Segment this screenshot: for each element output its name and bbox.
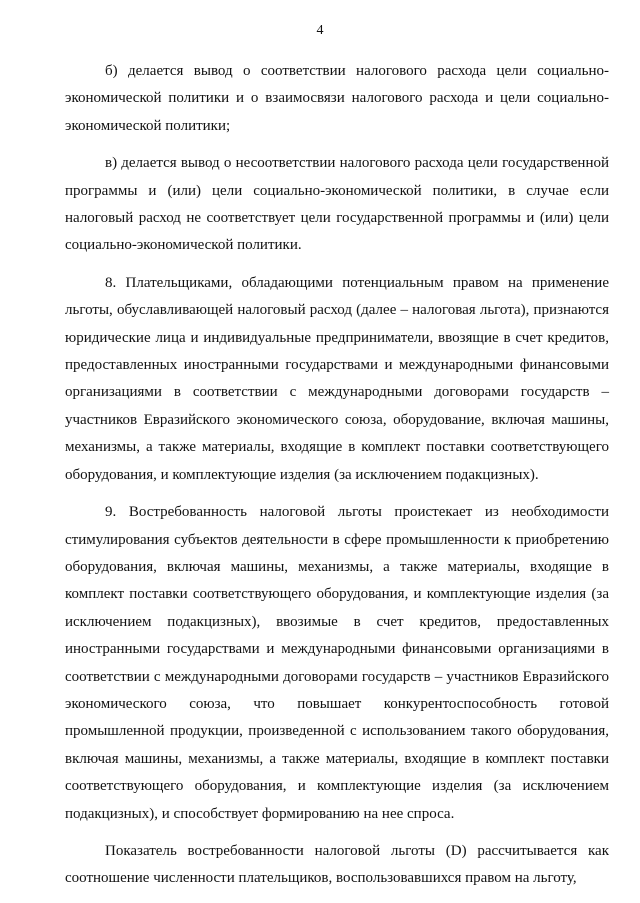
paragraph-v: в) делается вывод о несоответствии налогового расхода цели государственной программы и (или) цели социально-экономической политики, в случае если налоговый расход не соответствует цели государственной программы и (или) цели социально-экономической политики. [65, 155, 609, 254]
document-body [65, 58, 609, 903]
paragraph-8: 8. Плательщиками, обладающими потенциальным правом на применение льготы, обуславливающей налоговый расход (далее – налоговая льгота), признаются юридические лица и индивидуальные предприниматели, ввозящие в счет кредитов, предоставленных иностранными государствами и международными финансовыми организациями в соответствии с международными договорами государств – участников Евразийского экономического союза, оборудование, включая машины, механизмы, а также материалы, входящие в комплект поставки соответствующего оборудования, и комплектующие изделия (за исключением подакцизных). [65, 274, 609, 483]
paragraph-b: б) делается вывод о соответствии налогового расхода цели социально-экономической политики и о взаимосвязи налогового расхода и цели социально-экономической политики; [65, 63, 609, 134]
paragraph-indicator: Показатель востребованности налоговой льготы (D) рассчитывается как соотношение численности плательщиков, воспользовавшихся правом на льготу, [65, 842, 609, 887]
paragraph-9: 9. Востребованность налоговой льготы проистекает из необходимости стимулирования субъектов деятельности в сфере промышленности к приобретению оборудования, включая машины, механизмы, а также материалы, входящие в комплект поставки соответствующего оборудования, и комплектующие изделия (за исключением подакцизных), ввозимые в счет кредитов, предоставленных иностранными государствами и международными финансовыми организациями в соответствии с международными договорами государств – участников Евразийского экономического союза, что повышает конкурентоспособность готовой промышленной продукции, произведенной с использованием такого оборудования, включая машины, механизмы, а также материалы, входящие в комплект поставки соответствующего оборудования, и комплектующие изделия (за исключением подакцизных), и способствует формированию на нее спроса. [65, 504, 609, 822]
page-number: 4 [316, 23, 324, 38]
